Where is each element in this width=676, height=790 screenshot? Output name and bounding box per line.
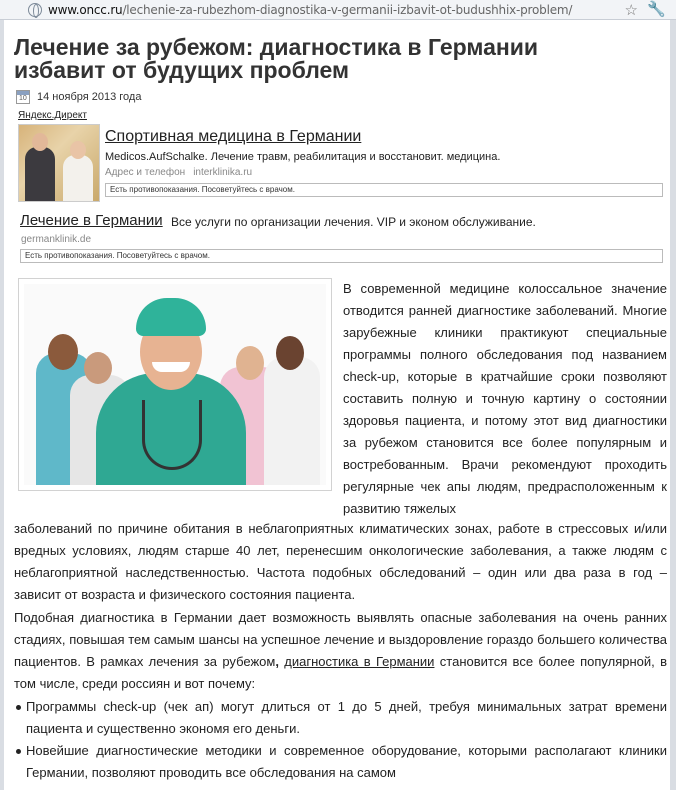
ad1-title-link[interactable]: Спортивная медицина в Германии <box>105 128 362 145</box>
ad2-warning: Есть противопоказания. Посоветуйтесь с врачом. <box>20 249 663 263</box>
intro-paragraph-right: В современной медицине колоссальное значение отводится ранней диагностике заболеваний. Многие зарубежные клиники практикуют специальные программы полного обследования под названием check-up, которые в кратчайшие сроки позволяют составить полную и точную картину о состоянии здоровья пациента, и потому этот вид диагностики за рубежом становится все более популярным и востребованным. Врачи рекомендуют проходить регулярные чек апы людям, предрасположенным к развитию тяжелых <box>343 281 667 516</box>
globe-icon <box>28 3 42 17</box>
article-date: 10 14 ноября 2013 года <box>16 90 141 104</box>
calendar-icon <box>16 90 30 104</box>
diagnostics-germany-link[interactable]: диагностика в Германии <box>284 654 435 669</box>
list-item: Программы check-up (чек ап) могут длиться от 1 до 5 дней, требуя минимальных затрат времени пациента и существенно экономя его деньги. <box>14 696 667 740</box>
yandex-direct-link[interactable]: Яндекс.Директ <box>18 110 87 121</box>
ad-image[interactable] <box>18 124 100 202</box>
doctors-photo <box>18 278 332 491</box>
intro-paragraph-continued: заболеваний по причине обитания в неблагоприятных климатических зонах, работе в стрессовых и/или вредных условиях, людям старше 40 лет, перенесшим онкологические заболевания, а также людям с неблагоприятной наследственностью. Частота подобных обследований – один или два раза в год – зависит от возраста и физического состояния пациента. <box>14 521 667 602</box>
ad1-domain: interklinika.ru <box>193 167 253 178</box>
ad2-domain: germanklinik.de <box>21 234 92 245</box>
list-item: Новейшие диагностические методики и современное оборудование, которыми располагают клиники Германии, позволяют проводить все обследования на самом <box>14 740 667 784</box>
benefits-list <box>14 696 667 784</box>
browser-address-bar[interactable] <box>0 0 676 20</box>
ad1-contact-link[interactable]: Адрес и телефон <box>105 167 186 178</box>
bookmark-star-icon[interactable]: ☆ <box>624 2 638 19</box>
ad2-text: Все услуги по организации лечения. VIP и эконом обслуживание. <box>171 215 536 229</box>
page-content <box>0 20 676 790</box>
paragraph-diagnostics: Подобная диагностика в Германии дает возможность выявлять опасные заболевания на очень ранних стадиях, повышая тем самым шансы на успешное лечение и выздоровление гораздо большего количества пациентов. В рамках лечения за рубежом, диагностика в Германии становится все более популярной, в том числе, среди россиян и вот почему: <box>14 610 667 691</box>
url-text[interactable]: www.oncc.ru/lechenie-za-rubezhom-diagnostika-v-germanii-izbavit-ot-budushhix-problem/ <box>48 2 573 17</box>
ad1-contact <box>105 167 252 178</box>
ad2-title-link[interactable]: Лечение в Германии <box>20 212 163 229</box>
ad1-warning: Есть противопоказания. Посоветуйтесь с врачом. <box>105 183 663 197</box>
wrench-menu-icon[interactable]: 🔧 <box>647 1 666 18</box>
article-title: Лечение за рубежом: диагностика в Германии избавит от будущих проблем <box>14 34 539 83</box>
ad1-text: Medicos.AufSchalke. Лечение травм, реабилитация и восстановит. медицина. <box>105 151 501 163</box>
